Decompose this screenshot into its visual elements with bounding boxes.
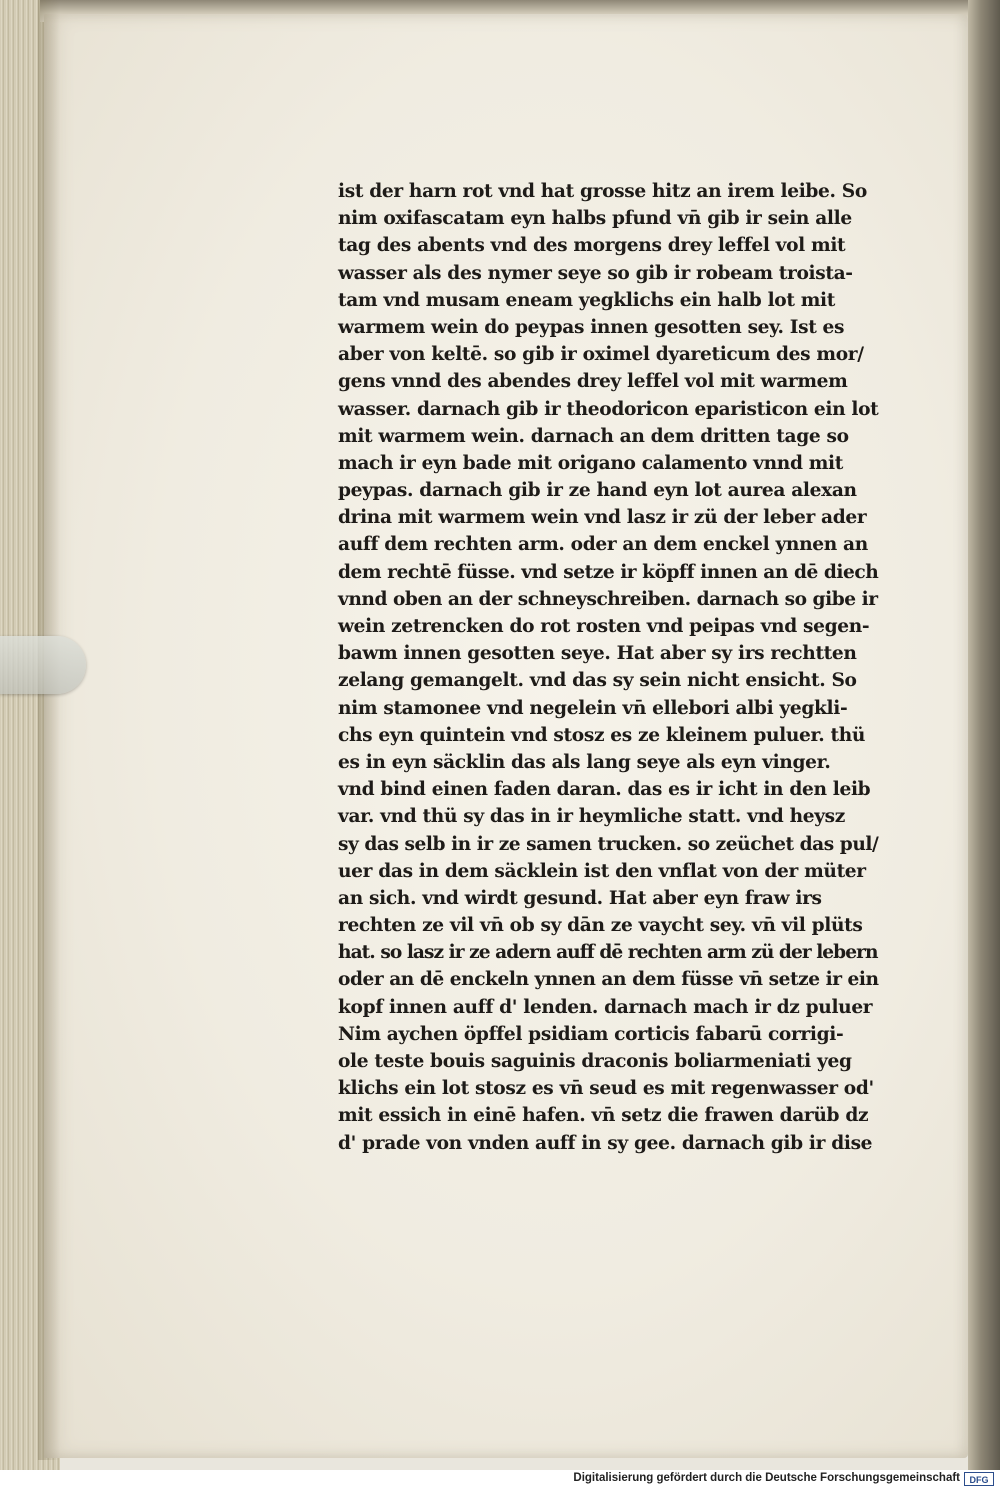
text-line: dem rechtē füsse. vnd setze ir köpff innen an dē diech bbox=[338, 561, 879, 583]
text-line: wein zetrencken do rot rosten vnd peipas vnd segen- bbox=[338, 616, 870, 637]
text-line: kopf innen auff d' lenden. darnach mach ir dz puluer bbox=[338, 996, 873, 1018]
text-line: var. vnd thü sy das in ir heymliche statt. vnd heysz bbox=[338, 806, 846, 828]
dfg-logo-icon: DFG bbox=[964, 1472, 994, 1486]
text-line: vnnd oben an der schneyschreiben. darnach so gibe ir bbox=[338, 588, 878, 610]
text-line: wasser als des nymer seye so gib ir robeam troista- bbox=[338, 262, 853, 284]
text-line: sy das selb in ir ze samen trucken. so zeüchet das pul/ bbox=[338, 833, 879, 855]
text-line: mit warmem wein. darnach an dem dritten tage so bbox=[338, 425, 849, 447]
page-clip bbox=[0, 636, 86, 694]
text-line: oder an dē enckeln ynnen an dem füsse vn̄ setze ir ein bbox=[338, 969, 879, 991]
text-line: Nim aychen öpffel psidiam corticis fabarū corrigi- bbox=[338, 1023, 844, 1045]
text-line: d' prade von vnden auff in sy gee. darnach gib ir dise bbox=[338, 1132, 873, 1154]
text-line: ole teste bouis saguinis draconis boliarmeniati yeg bbox=[338, 1051, 852, 1072]
text-line: an sich. vnd wirdt gesund. Hat aber eyn fraw irs bbox=[338, 887, 822, 909]
text-line: gens vnnd des abendes drey leffel vol mit warmem bbox=[338, 371, 848, 393]
text-line: aber von keltē. so gib ir oximel dyareticum des mor/ bbox=[338, 344, 864, 366]
text-line: warmem wein do peypas innen gesotten sey. Ist es bbox=[338, 316, 845, 338]
text-line: zelang gemangelt. vnd das sy sein nicht ensicht. So bbox=[338, 670, 857, 692]
binding-shadow bbox=[38, 0, 60, 1460]
text-line: nim oxifascatam eyn halbs pfund vn̄ gib ir sein alle bbox=[338, 208, 852, 230]
book-fore-edge bbox=[968, 0, 1000, 1470]
text-line: wasser. darnach gib ir theodoricon eparisticon ein lot bbox=[338, 398, 879, 420]
text-line: mach ir eyn bade mit origano calamento vnnd mit bbox=[338, 452, 844, 474]
text-line: uer das in dem säcklein ist den vnflat von der müter bbox=[338, 860, 866, 882]
text-line: klichs ein lot stosz es vn̄ seud es mit regenwasser od' bbox=[338, 1078, 874, 1100]
text-line: chs eyn quintein vnd stosz es ze kleinem puluer. thü bbox=[338, 724, 866, 746]
text-line: drina mit warmem wein vnd lasz ir zü der leber ader bbox=[338, 507, 867, 529]
text-line: mit essich in einē hafen. vn̄ setz die frawen darüb dz bbox=[338, 1105, 869, 1127]
text-line: bawm innen gesotten seye. Hat aber sy irs rechtten bbox=[338, 643, 857, 665]
text-line: vnd bind einen faden daran. das es ir icht in den leib bbox=[338, 779, 871, 801]
text-line: nim stamonee vnd negelein vn̄ ellebori albi yegkli- bbox=[338, 697, 848, 719]
text-line: tam vnd musam eneam yegklichs ein halb lot mit bbox=[338, 289, 835, 311]
text-line: tag des abents vnd des morgens drey leffel vol mit bbox=[338, 235, 846, 257]
text-line: auff dem rechten arm. oder an dem enckel ynnen an bbox=[338, 534, 868, 556]
text-line: rechten ze vil vn̄ ob sy dān ze vaycht sey. vn̄ vil plüts bbox=[338, 915, 863, 937]
text-line: peypas. darnach gib ir ze hand eyn lot aurea alexan bbox=[338, 480, 857, 502]
text-line: hat. so lasz ir ze adern auff dē rechten arm zü der lebern bbox=[338, 942, 878, 964]
text-line: es in eyn säcklin das als lang seye als eyn vinger. bbox=[338, 751, 831, 773]
text-line: ist der harn rot vnd hat grosse hitz an irem leibe. So bbox=[338, 181, 867, 202]
text-block bbox=[338, 178, 878, 1157]
funding-credit: Digitalisierung gefördert durch die Deutsche Forschungsgemeinschaft bbox=[573, 1472, 960, 1484]
